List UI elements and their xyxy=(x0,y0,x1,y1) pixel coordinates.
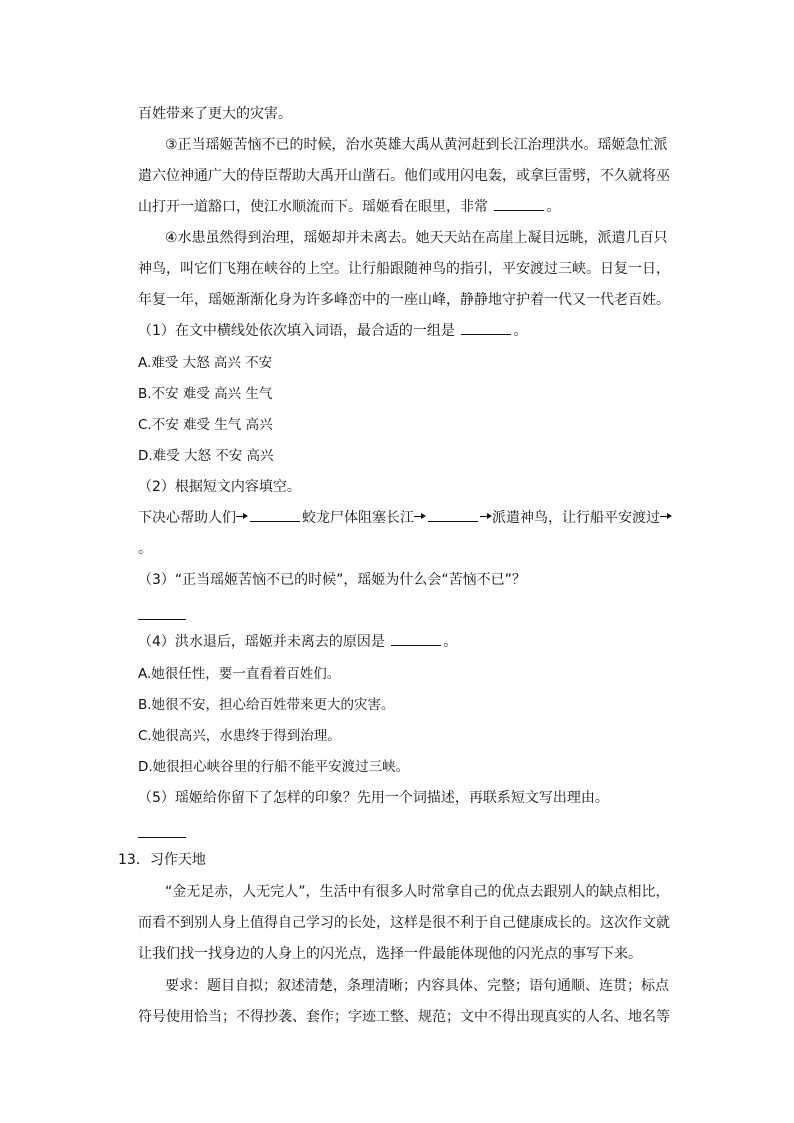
arrow-right-icon xyxy=(660,510,672,522)
answer-blank[interactable] xyxy=(391,633,441,646)
answer-blank[interactable] xyxy=(250,509,300,522)
answer-blank[interactable] xyxy=(461,322,511,335)
answer-blank[interactable] xyxy=(428,509,478,522)
answer-line[interactable] xyxy=(138,837,186,838)
passage-line: ③正当瑶姬苦恼不已的时候，治水英雄大禹从黄河赶到长江治理洪水。瑶姬急忙派 xyxy=(165,137,668,153)
arrow-right-icon xyxy=(480,510,492,522)
essay-prompt-line: 让我们找一找身边的人身上的闪光点，选择一件最能体现他的闪光点的事写下来。 xyxy=(138,946,642,962)
passage-line: ④水患虽然得到治理，瑶姬却并未离去。她天天站在高崖上凝目远眺，派遣几百只 xyxy=(165,230,668,246)
question-4-stem: （4）洪水退后，瑶姬并未离去的原因是 。 xyxy=(138,634,458,650)
q4-option-b[interactable]: B.她很不安，担心给百姓带来更大的灾害。 xyxy=(138,697,395,713)
passage-line: 山打开一道豁口，使江水顺流而下。瑶姬看在眼里，非常 。 xyxy=(138,199,561,215)
passage-line: 百姓带来了更大的灾害。 xyxy=(138,106,292,122)
q1-option-d[interactable]: D.难受 大怒 不安 高兴 xyxy=(138,448,274,464)
q4-option-a[interactable]: A.她很任性，要一直看着百姓们。 xyxy=(138,666,341,682)
q4-option-d[interactable]: D.她很担心峡谷里的行船不能平安渡过三峡。 xyxy=(138,759,410,775)
arrow-right-icon xyxy=(236,510,248,522)
question-1-stem: （1）在文中横线处依次填入词语，最合适的一组是 。 xyxy=(138,323,528,339)
q1-option-c[interactable]: C.不安 难受 生气 高兴 xyxy=(138,417,273,433)
question-13-title: 13．习作天地 xyxy=(118,852,206,868)
q4-option-c[interactable]: C.她很高兴，水患终于得到治理。 xyxy=(138,728,341,744)
question-5-stem: （5）瑶姬给你留下了怎样的印象？先用一个词描述，再联系短文写出理由。 xyxy=(138,790,609,806)
question-3-stem: （3）“正当瑶姬苦恼不已的时候”，瑶姬为什么会“苦恼不已”？ xyxy=(138,572,526,588)
question-2-flow: 下决心帮助人们 蛟龙尸体阻塞长江 派遣神鸟，让行船平安渡过 xyxy=(138,509,672,527)
essay-prompt-line: 而看不到别人身上值得自己学习的长处，这样是很不利于自己健康成长的。这次作文就 xyxy=(138,915,670,931)
essay-prompt-line: “金无足赤，人无完人”，生活中有很多人时常拿自己的优点去跟别人的缺点相比， xyxy=(165,884,670,900)
q1-option-a[interactable]: A.难受 大怒 高兴 不安 xyxy=(138,355,273,371)
answer-blank[interactable] xyxy=(494,198,544,211)
question-2-stem: （2）根据短文内容填空。 xyxy=(138,479,301,495)
q1-option-b[interactable]: B.不安 难受 高兴 生气 xyxy=(138,386,273,402)
question-2-end: 。 xyxy=(138,541,152,557)
arrow-right-icon xyxy=(414,510,426,522)
passage-line: 神鸟，叫它们飞翔在峡谷的上空。让行船跟随神鸟的指引，平安渡过三峡。日复一日， xyxy=(138,261,670,277)
answer-line[interactable] xyxy=(138,619,186,620)
passage-line: 年复一年，瑶姬渐渐化身为许多峰峦中的一座山峰，静静地守护着一代又一代老百姓。 xyxy=(138,292,670,308)
passage-line: 遣六位神通广大的侍臣帮助大禹开山凿石。他们或用闪电轰，或拿巨雷劈，不久就将巫 xyxy=(138,168,670,184)
essay-requirements-line: 符号使用恰当；不得抄袭、套作；字迹工整、规范；文中不得出现真实的人名、地名等 xyxy=(138,1009,670,1025)
essay-requirements-line: 要求：题目自拟；叙述清楚，条理清晰；内容具体、完整；语句通顺、连贯；标点 xyxy=(165,978,669,994)
